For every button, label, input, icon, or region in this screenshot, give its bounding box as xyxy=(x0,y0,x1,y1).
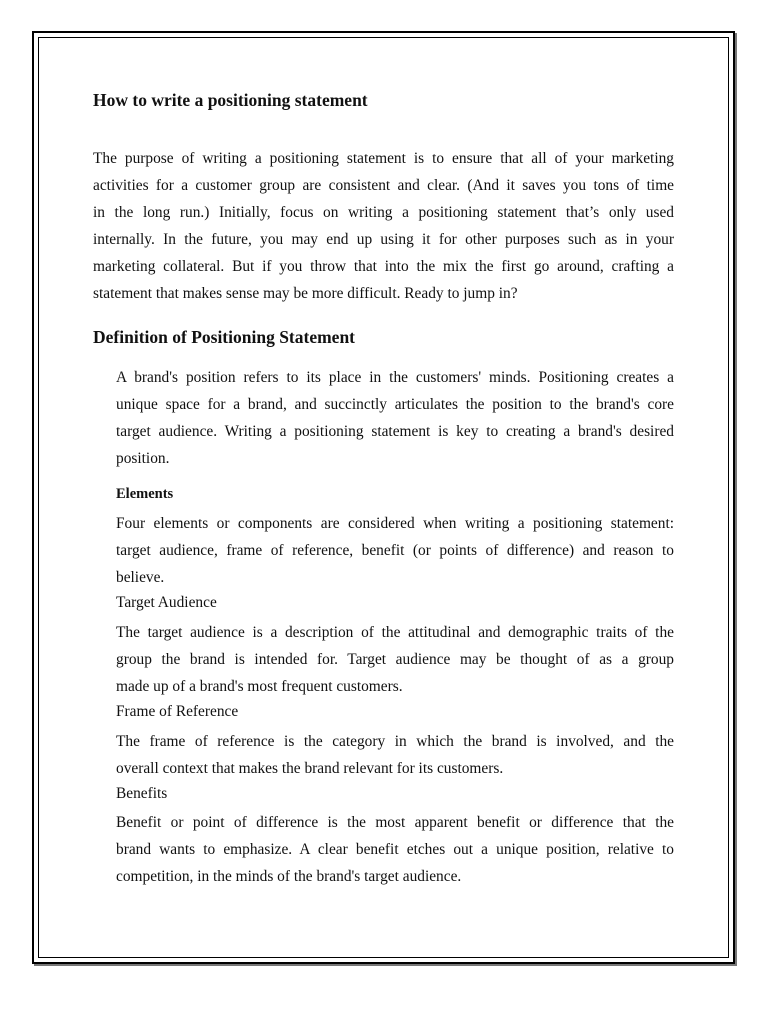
benefits-heading: Benefits xyxy=(116,785,168,802)
target-audience-paragraph xyxy=(116,619,674,700)
definition-line: target audience. Writing a positioning statement is key to creating a brand's desired xyxy=(116,423,674,440)
target-audience-heading: Target Audience xyxy=(116,594,217,611)
intro-line: statement that makes sense may be more difficult. Ready to jump in? xyxy=(93,285,518,302)
page-shadow-right xyxy=(735,33,737,966)
elements-line: Four elements or components are considered when writing a positioning statement: xyxy=(116,515,674,532)
page-shadow-bottom xyxy=(34,964,737,966)
elements-line: believe. xyxy=(116,569,165,586)
benefits-line: competition, in the minds of the brand's target audience. xyxy=(116,868,462,885)
definition-line: A brand's position refers to its place in the customers' minds. Positioning creates a xyxy=(116,369,674,386)
intro-paragraph xyxy=(93,145,674,307)
frame-of-reference-heading: Frame of Reference xyxy=(116,703,239,720)
target-line: group the brand is intended for. Target audience may be thought of as a group xyxy=(116,651,674,668)
target-line: made up of a brand's most frequent customers. xyxy=(116,678,403,695)
document-title: How to write a positioning statement xyxy=(93,90,368,110)
elements-heading: Elements xyxy=(116,486,174,502)
elements-paragraph xyxy=(116,510,674,591)
frame-of-reference-paragraph xyxy=(116,728,674,782)
benefits-paragraph xyxy=(116,809,674,890)
definition-heading: Definition of Positioning Statement xyxy=(93,327,356,347)
target-line: The target audience is a description of the attitudinal and demographic traits of the xyxy=(116,624,674,641)
definition-line: position. xyxy=(116,450,170,467)
frame-line: The frame of reference is the category in which the brand is involved, and the xyxy=(116,733,674,750)
definition-paragraph xyxy=(116,364,674,472)
intro-line: internally. In the future, you may end up using it for other purposes such as in your xyxy=(93,231,674,248)
intro-line: in the long run.) Initially, focus on writing a positioning statement that’s only used xyxy=(93,204,674,221)
frame-line: overall context that makes the brand relevant for its customers. xyxy=(116,760,504,777)
definition-line: unique space for a brand, and succinctly articulates the position to the brand's core xyxy=(116,396,674,413)
intro-line: The purpose of writing a positioning statement is to ensure that all of your marketing xyxy=(93,150,674,167)
benefits-line: brand wants to emphasize. A clear benefit etches out a unique position, relative to xyxy=(116,841,674,858)
intro-line: marketing collateral. But if you throw that into the mix the first go around, crafting a xyxy=(93,258,674,275)
benefits-line: Benefit or point of difference is the most apparent benefit or difference that the xyxy=(116,814,674,831)
intro-line: activities for a customer group are consistent and clear. (And it saves you tons of time xyxy=(93,177,674,194)
elements-line: target audience, frame of reference, benefit (or points of difference) and reason to xyxy=(116,542,674,559)
